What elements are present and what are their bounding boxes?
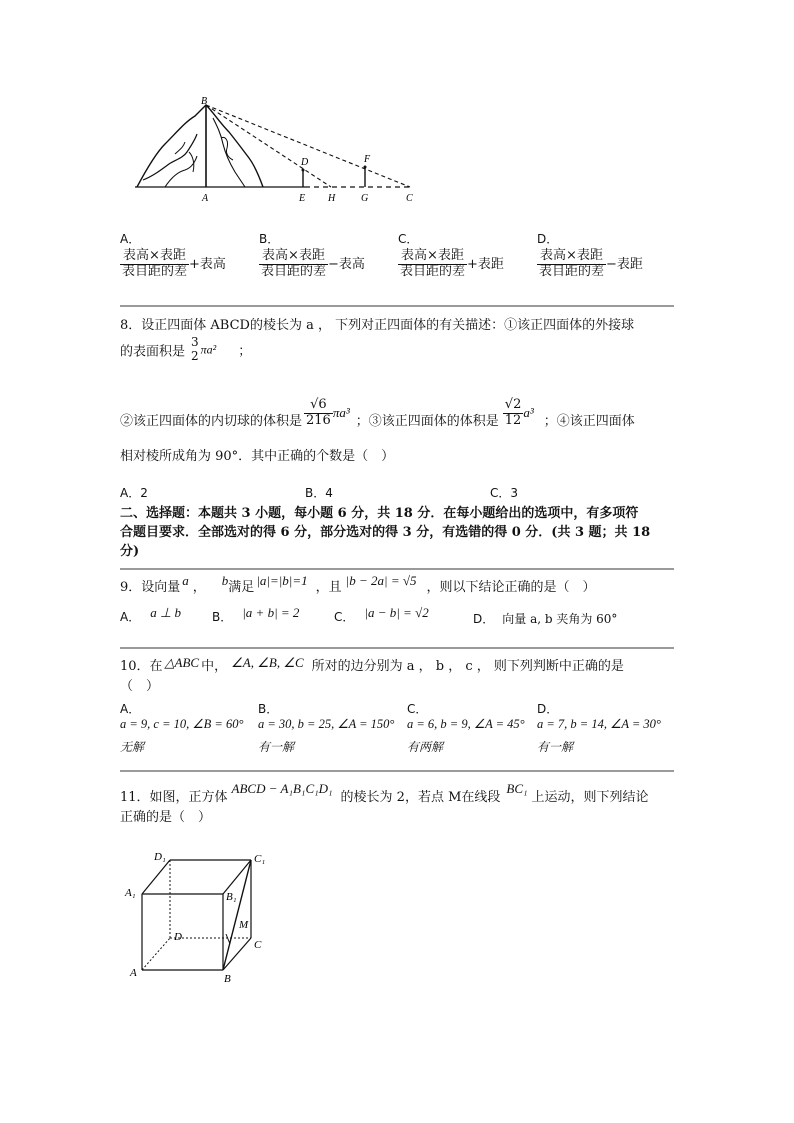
label-D: D [174, 931, 182, 943]
option-letter: D． [537, 232, 559, 246]
q10-stem-cont: （ ） [120, 679, 160, 694]
q8-option-c[interactable]: C．3 [490, 486, 519, 500]
label-C: C [254, 939, 262, 951]
q7-option-b[interactable] [259, 230, 365, 280]
cube-figure [120, 848, 280, 986]
q9-option-d[interactable]: D． 向量 a, b 夹角为 60° [473, 612, 618, 626]
option-tail: −表距 [606, 256, 643, 272]
option-tail: +表距 [467, 256, 504, 272]
label-F: F [364, 154, 371, 165]
q10-cond-b: a = 30, b = 25, ∠A = 150° [258, 717, 395, 731]
fraction: $\frac{\text{表高×表距}}{\text{表目距的差}}$ [539, 248, 605, 279]
q10-result-b: 有一解 [258, 740, 295, 754]
q8-line1: 8．设正四面体 ABCD的棱长为 a ， 下列对正四面体的有关描述：①该正四面体的外接球 [120, 318, 635, 333]
q10-cond-a: a = 9, c = 10, ∠B = 60° [120, 717, 244, 731]
q8-option-a[interactable]: A．2 [120, 486, 148, 500]
divider [120, 305, 674, 307]
q8-line3: ②该正四面体的内切球的体积是 $\frac{√6}{216}$ πa³；③该正四面体的体积是 $\frac{√2}{12}$ a³；④该正四面体 [120, 397, 635, 429]
q7-option-d[interactable] [537, 230, 643, 280]
q10-result-c: 有两解 [407, 740, 444, 754]
q10-cond-c: a = 6, b = 9, ∠A = 45° [407, 717, 525, 731]
surveying-figure [125, 92, 425, 204]
option-letter: A． [120, 232, 141, 246]
label-H: H [328, 193, 336, 204]
option-letter: C． [398, 232, 419, 246]
q11-stem: 11．如图，正方体ABCD − A₁B₁C₁D₁的棱长为 2，若点 M在线段BC₁上运动，则下列结论 [120, 781, 649, 805]
q10-option-a-letter[interactable]: A． [120, 702, 141, 716]
label-B1: B₁ [226, 891, 237, 903]
q9-stem: 9．设向量 a ， b满足 |a|=|b|=1 ，且 |b − 2a| = √5 ，则以下结论正确的是（ ） [120, 573, 596, 595]
q10-cond-d: a = 7, b = 14, ∠A = 30° [537, 717, 661, 731]
label-B: B [201, 96, 208, 107]
option-letter: B． [259, 232, 280, 246]
section2-line3: 分) [120, 544, 140, 559]
q7-option-c[interactable] [398, 230, 504, 280]
q10-option-d-letter[interactable]: D． [537, 702, 559, 716]
label-A: A [130, 967, 137, 979]
q8-line4: 相对棱所成角为 90°．其中正确的个数是（ ） [120, 449, 395, 464]
q10-result-d: 有一解 [537, 740, 574, 754]
fraction: $\frac{\text{表高×表距}}{\text{表目距的差}}$ [122, 248, 188, 279]
q9-option-b[interactable]: B． |a + b| = 2 [212, 605, 300, 624]
section2-line2: 合题目要求．全部选对的得 6 分，部分选对的得 3 分，有选错的得 0 分．(共 3 题；共 18 [120, 525, 651, 540]
q10-option-c-letter[interactable]: C． [407, 702, 428, 716]
divider [120, 647, 674, 649]
q8-line2: 的表面积是 3 2 πa² ； [120, 335, 252, 363]
label-A1: A₁ [125, 887, 136, 899]
label-M: M [239, 919, 249, 931]
q10-stem: 10．在 △ABC 中， ∠A, ∠B, ∠C 所对的边分别为 a ， b ， c ， 则下列判断中正确的是 [120, 655, 624, 674]
fraction: $\frac{\text{表高×表距}}{\text{表目距的差}}$ [261, 248, 327, 279]
q9-option-a[interactable]: A． a ⊥ b [120, 605, 182, 624]
option-tail: −表高 [328, 256, 365, 272]
label-B: B [224, 973, 231, 985]
divider [120, 568, 674, 570]
q7-option-a[interactable] [120, 230, 226, 280]
label-D: D [301, 157, 309, 168]
label-E: E [299, 193, 306, 204]
q10-option-b-letter[interactable]: B． [258, 702, 279, 716]
label-C: C [406, 193, 413, 204]
label-D1: D₁ [154, 851, 166, 863]
label-C1: C₁ [254, 853, 266, 865]
option-tail: +表高 [189, 256, 226, 272]
label-G: G [361, 193, 369, 204]
divider [120, 770, 674, 772]
q8-option-b[interactable]: B．4 [305, 486, 333, 500]
section2-line1: 二、选择题：本题共 3 小题，每小题 6 分，共 18 分．在每小题给出的选项中，有多项符 [120, 506, 639, 521]
q9-option-c[interactable]: C． |a − b| = √2 [334, 605, 429, 624]
q10-result-a: 无解 [120, 740, 145, 754]
fraction: $\frac{\text{表高×表距}}{\text{表目距的差}}$ [400, 248, 466, 279]
q11-stem-cont: 正确的是（ ） [120, 810, 212, 825]
label-A: A [202, 193, 209, 204]
